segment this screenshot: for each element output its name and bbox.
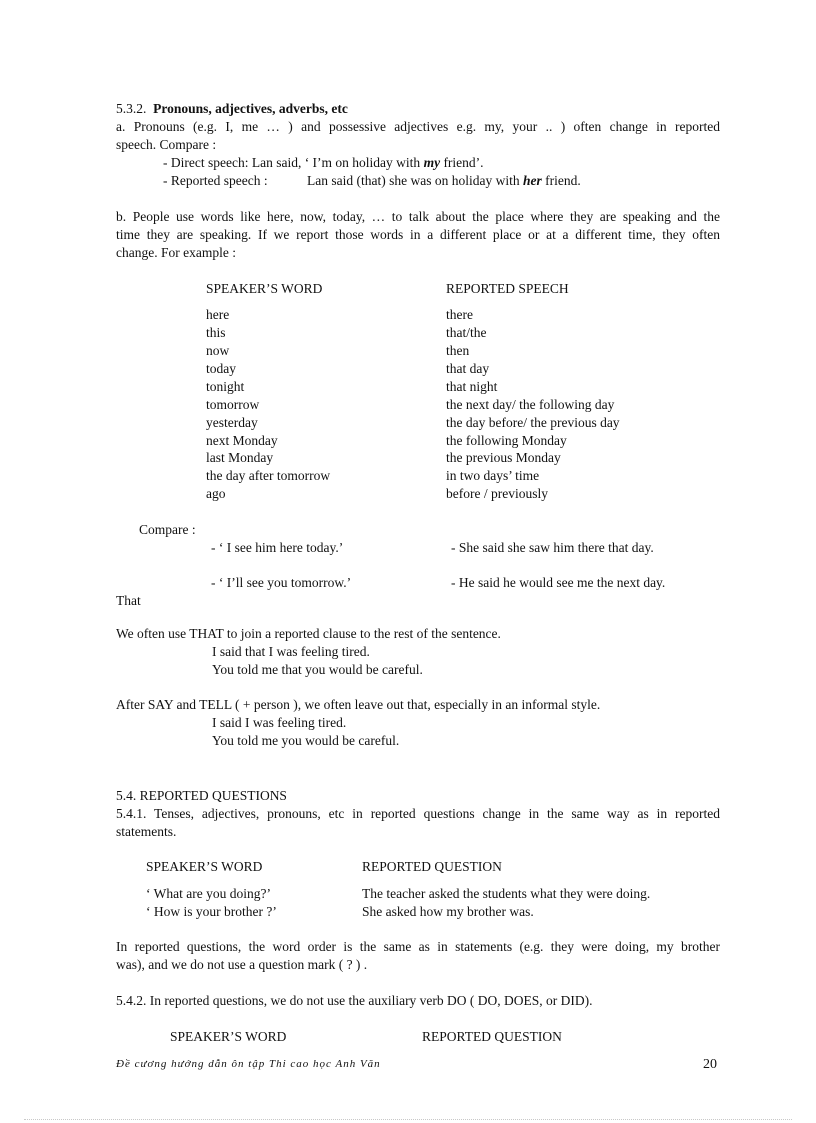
question-table2-header-right: REPORTED QUESTION — [422, 1029, 562, 1044]
compare-example-left: - ‘ I see him here today.’ — [211, 540, 344, 555]
table-row-speaker: tonight — [206, 379, 245, 394]
that-heading: That — [116, 593, 141, 608]
footer-divider — [24, 1119, 792, 1120]
section-541-line2: statements. — [116, 824, 177, 839]
word-table-header-left: SPEAKER’S WORD — [206, 281, 323, 296]
table-row-reported: the next day/ the following day — [446, 397, 615, 412]
reported-speech-label: - Reported speech : — [163, 173, 268, 188]
table-row-speaker: now — [206, 343, 230, 358]
word-order-line1: In reported questions, the word order is the same as in statements (e.g. they were doing, my brother — [116, 939, 720, 954]
para-b-line3: change. For example : — [116, 245, 236, 260]
section-54-heading: 5.4. REPORTED QUESTIONS — [116, 788, 287, 803]
reported-speech-example: Lan said (that) she was on holiday with her friend. — [307, 173, 581, 188]
compare-label: Compare : — [139, 522, 196, 537]
table-row-reported: in two days’ time — [446, 468, 540, 483]
table-row-speaker: yesterday — [206, 415, 258, 430]
table-row-speaker: tomorrow — [206, 397, 260, 412]
table-row-speaker: next Monday — [206, 433, 278, 448]
table-row-speaker: here — [206, 307, 230, 322]
footer-title: Đề cương hướng dẫn ôn tập Thi cao học Anh Văn — [116, 1058, 381, 1070]
section-541-line1: 5.4.1. Tenses, adjectives, pronouns, etc in reported questions change in the same way as in reported — [116, 806, 720, 821]
table-row-reported: before / previously — [446, 486, 548, 501]
table-row-speaker: ago — [206, 486, 226, 501]
table-row-reported: there — [446, 307, 473, 322]
table-row-speaker: today — [206, 361, 236, 376]
para-a-line1: a. Pronouns (e.g. I, me … ) and possessive adjectives e.g. my, your .. ) often change in reported — [116, 119, 720, 134]
para-b-line2: time they are speaking. If we report those words in a different place or at a different time, they often — [116, 227, 720, 242]
table-row-speaker: the day after tomorrow — [206, 468, 331, 483]
table-row-reported: She asked how my brother was. — [362, 904, 534, 919]
table-row-reported: the following Monday — [446, 433, 567, 448]
table-row-reported: that day — [446, 361, 490, 376]
page-number: 20 — [703, 1057, 717, 1072]
section-542-paragraph: 5.4.2. In reported questions, we do not use the auxiliary verb DO ( DO, DOES, or DID). — [116, 993, 593, 1008]
table-row-reported: then — [446, 343, 470, 358]
that-example: I said that I was feeling tired. — [212, 644, 370, 659]
word-order-line2: was), and we do not use a question mark ( ? ) . — [116, 957, 368, 972]
that-example: I said I was feeling tired. — [212, 715, 347, 730]
table-row-reported: The teacher asked the students what they were doing. — [362, 886, 651, 901]
table-row-speaker: this — [206, 325, 226, 340]
table-row-reported: the previous Monday — [446, 450, 561, 465]
section-title: Pronouns, adjectives, adverbs, etc — [153, 101, 348, 116]
table-row-speaker: last Monday — [206, 450, 274, 465]
para-b-line1: b. People use words like here, now, today, … to talk about the place where they are speaking and the — [116, 209, 720, 224]
table-row-speaker: ‘ What are you doing?’ — [146, 886, 271, 901]
para-a-line2: speech. Compare : — [116, 137, 217, 152]
table-row-reported: that night — [446, 379, 498, 394]
question-table2-header-left: SPEAKER’S WORD — [170, 1029, 287, 1044]
that-paragraph-2: After SAY and TELL ( + person ), we often leave out that, especially in an informal style. — [116, 697, 601, 712]
compare-example-left: - ‘ I’ll see you tomorrow.’ — [211, 575, 352, 590]
that-paragraph-1: We often use THAT to join a reported clause to the rest of the sentence. — [116, 626, 501, 641]
that-example: You told me that you would be careful. — [212, 662, 423, 677]
direct-speech-example: - Direct speech: Lan said, ‘ I’m on holiday with my friend’. — [163, 155, 484, 170]
compare-example-right: - She said she saw him there that day. — [451, 540, 654, 555]
table-row-reported: that/the — [446, 325, 487, 340]
word-table-header-right: REPORTED SPEECH — [446, 281, 569, 296]
table-row-reported: the day before/ the previous day — [446, 415, 620, 430]
question-table-header-right: REPORTED QUESTION — [362, 859, 502, 874]
table-row-speaker: ‘ How is your brother ?’ — [146, 904, 277, 919]
that-example: You told me you would be careful. — [212, 733, 400, 748]
compare-example-right: - He said he would see me the next day. — [451, 575, 666, 590]
section-532-heading — [116, 100, 348, 118]
question-table-header-left: SPEAKER’S WORD — [146, 859, 263, 874]
section-number: 5.3.2. — [116, 101, 147, 116]
